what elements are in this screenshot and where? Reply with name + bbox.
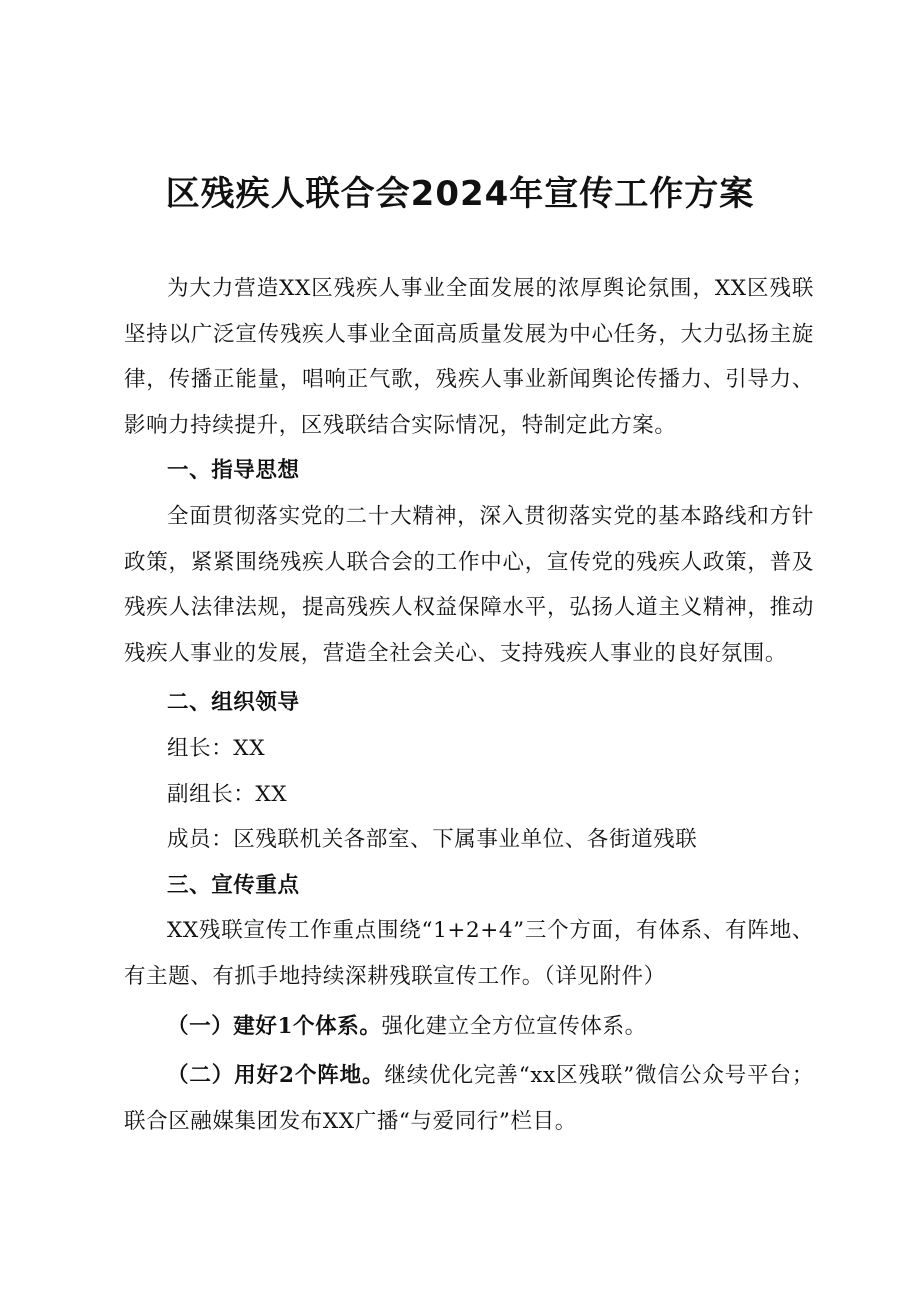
intro-paragraph: 为大力营造XX区残疾人事业全面发展的浓厚舆论氛围，XX区残联坚持以广泛宣传残疾人事业全面高质量发展为中心任务，大力弘扬主旋律，传播正能量，唱响正气歌，残疾人事业新闻舆论传播力、引导力、影响力持续提升，区残联结合实际情况，特制定此方案。	[124, 276, 814, 438]
section-heading-organization: 二、组织领导	[167, 690, 300, 716]
focus-item-1	[124, 1004, 814, 1050]
section-heading-guiding-ideology: 一、指导思想	[167, 458, 300, 484]
publicity-focus-paragraph: XX残联宣传工作重点围绕“1+2+4”三个方面，有体系、有阵地、有主题、有抓手地持续深耕残联宣传工作。（详见附件）	[124, 918, 814, 989]
focus-item-2-lead: （二）用好2个阵地。	[167, 1063, 385, 1089]
team-leader-line: 组长：XX	[167, 735, 266, 761]
document-body	[124, 266, 814, 1144]
focus-item-2-text: 继续优化完善“xx区残联”微信公众号平台；联合区融媒集团发布XX广播“与爱同行”栏目。	[124, 1063, 814, 1134]
focus-item-1-text: 强化建立全方位宣传体系。	[381, 1013, 647, 1039]
focus-item-1-lead: （一）建好1个体系。	[167, 1013, 382, 1039]
section-heading-publicity-focus: 三、宣传重点	[167, 872, 300, 898]
focus-item-2	[124, 1053, 814, 1144]
members-line: 成员：区残联机关各部室、下属事业单位、各街道残联	[167, 827, 698, 853]
guiding-ideology-paragraph: 全面贯彻落实党的二十大精神，深入贯彻落实党的基本路线和方针政策，紧紧围绕残疾人联合会的工作中心，宣传党的残疾人政策，普及残疾人法律法规，提高残疾人权益保障水平，弘扬人道主义精神，推动残疾人事业的发展，营造全社会关心、支持残疾人事业的良好氛围。	[124, 503, 814, 666]
deputy-leader-line: 副组长：XX	[167, 781, 288, 807]
document-title: 区残疾人联合会2024年宣传工作方案	[165, 174, 755, 214]
